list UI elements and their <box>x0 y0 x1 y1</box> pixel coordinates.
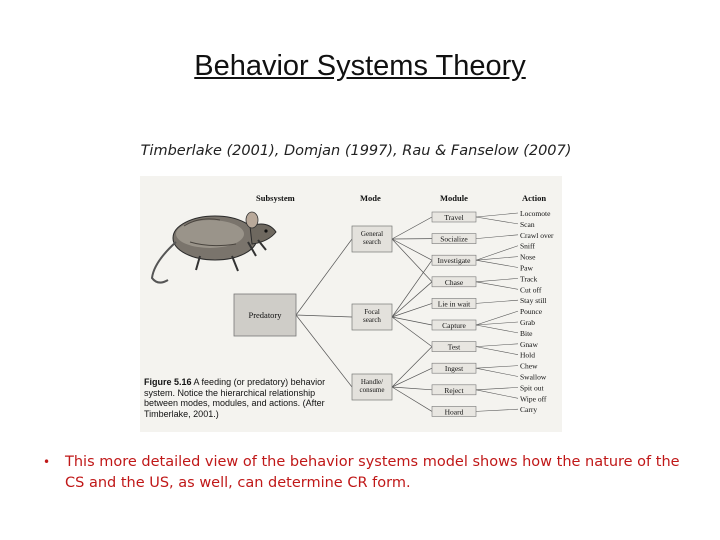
bullet-dot: • <box>43 455 51 469</box>
module-label: Hoard <box>444 407 464 417</box>
action-label: Carry <box>520 405 538 415</box>
figure-caption <box>144 377 344 419</box>
action-label: Bite <box>520 328 533 338</box>
module-label: Chase <box>444 277 464 287</box>
action-label: Stay still <box>520 296 547 306</box>
subsystem-label: Predatory <box>248 310 282 320</box>
module-label: Investigate <box>437 256 471 266</box>
action-label: Track <box>520 274 538 284</box>
action-label: Locomote <box>520 209 551 218</box>
header-action: Action <box>522 193 547 203</box>
module-label: Lie in wait <box>437 299 471 309</box>
action-label: Paw <box>520 263 533 273</box>
action-label: Spit out <box>520 383 544 393</box>
action-label: Wipe off <box>520 394 547 404</box>
action-label: Swallow <box>520 372 547 382</box>
rat-illustration <box>152 212 276 283</box>
mode-label: Focal <box>364 308 380 316</box>
action-label: Chew <box>520 361 538 371</box>
caption-text: A feeding (or predatory) behavior system. Notice the hierarchical relationship between modes, modules, and actions. (After Timberlake, 2001.) <box>144 377 326 419</box>
mode-label: search <box>363 238 381 246</box>
module-label: Ingest <box>444 364 464 374</box>
mode-label: consume <box>359 386 385 394</box>
caption-label: Figure 5.16 <box>144 377 192 387</box>
action-label: Sniff <box>520 241 535 251</box>
citation: Timberlake (2001), Domjan (1997), Rau & Fanselow (2007) <box>140 143 572 159</box>
mode-label: search <box>363 316 381 324</box>
action-label: Nose <box>520 252 536 262</box>
module-label: Reject <box>444 385 464 395</box>
action-label: Hold <box>520 350 535 360</box>
mode-label: General <box>360 230 384 238</box>
module-label: Socialize <box>440 234 468 244</box>
module-label: Travel <box>444 213 464 222</box>
action-label: Grab <box>520 318 535 327</box>
bullet-text: This more detailed view of the behavior systems model shows how the nature of the CS and the US, as well, can determine CR form. <box>65 454 680 491</box>
action-label: Cut off <box>520 285 542 295</box>
action-label: Pounce <box>520 307 543 317</box>
action-label: Crawl over <box>520 230 554 240</box>
action-label: Scan <box>520 219 535 229</box>
behavior-system-figure <box>140 176 562 432</box>
mode-label: Handle/ <box>360 378 384 386</box>
module-label: Capture <box>442 321 466 330</box>
header-mode: Mode <box>360 193 381 203</box>
header-subsystem: Subsystem <box>256 193 295 203</box>
action-label: Gnaw <box>520 339 538 349</box>
slide-title: Behavior Systems Theory <box>194 50 526 82</box>
module-label: Test <box>447 342 461 352</box>
header-module: Module <box>440 193 468 203</box>
